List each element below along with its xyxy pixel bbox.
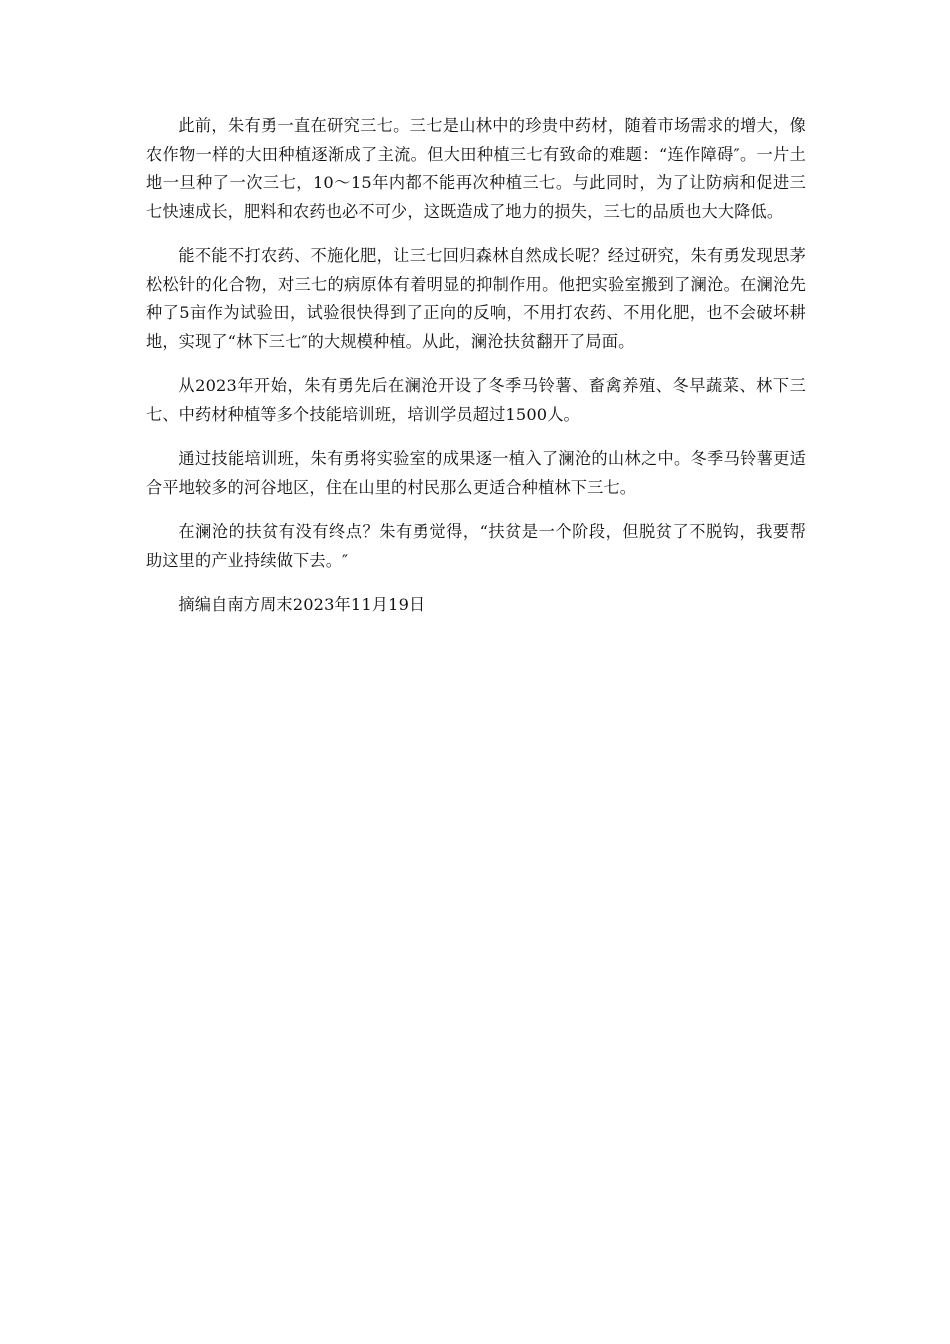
paragraph-research: 此前，朱有勇一直在研究三七。三七是山林中的珍贵中药材，随着市场需求的增大，像农作物一样的大田种植逐渐成了主流。但大田种植三七有致命的难题：“连作障碍″。一片土地一旦种了一次三七，10～15年内都不能再次种植三七。与此同时，为了让防病和促进三七快速成长，肥料和农药也必不可少，这既造成了地力的损失，三七的品质也大大降低。 (146, 116, 806, 221)
paragraph-training-classes: 从2023年开始，朱有勇先后在澜沧开设了冬季马铃薯、畜禽养殖、冬早蔬菜、林下三七、中药材种植等多个技能培训班，培训学员超过1500人。 (146, 376, 806, 424)
article-body (146, 112, 806, 620)
paragraph-poverty-alleviation: 在澜沧的扶贫有没有终点？朱有勇觉得，“扶贫是一个阶段，但脱贫了不脱钩，我要帮助这里的产业持续做下去。″ (146, 522, 806, 570)
source-citation: 摘编自南方周末2023年11月19日 (178, 595, 426, 614)
paragraph-lab-results: 通过技能培训班，朱有勇将实验室的成果逐一植入了澜沧的山林之中。冬季马铃薯更适合平地较多的河谷地区，住在山里的村民那么更适合种植林下三七。 (146, 449, 806, 497)
paragraph-forest-planting: 能不能不打农药、不施化肥，让三七回归森林自然成长呢？经过研究，朱有勇发现思茅松松针的化合物，对三七的病原体有着明显的抑制作用。他把实验室搬到了澜沧。在澜沧先种了5亩作为试验田，试验很快得到了正向的反响，不用打农药、不用化肥，也不会破坏耕地，实现了“林下三七″的大规模种植。从此，澜沧扶贫翻开了局面。 (146, 246, 806, 351)
